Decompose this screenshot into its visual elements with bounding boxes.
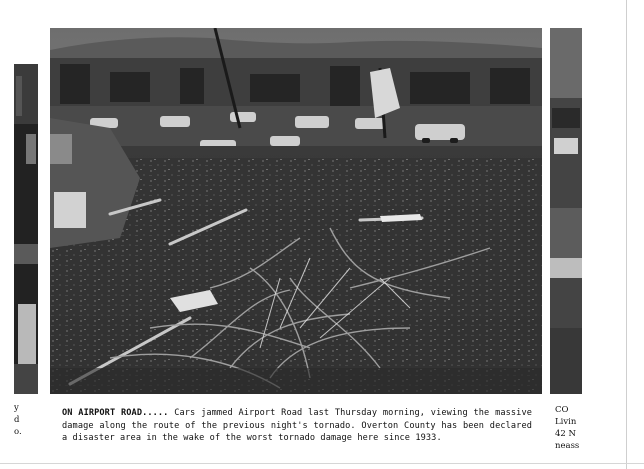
adjacent-photo-right [550,28,582,394]
caption-headline: ON AIRPORT ROAD..... [62,408,169,418]
caption-body: Cars jammed Airport Road last Thursday morning, viewing the massive damage along the route of the previous night's tornado. Overton County has been declared a disaster area in the wake of the worst tornado damage here since 1933. [62,408,532,443]
fragment-text: 42 N [555,429,576,439]
scan-edge-right [626,0,627,469]
adjacent-photo-left [14,64,38,394]
adjacent-column-text-left [14,402,28,438]
adjacent-column-text-right [555,404,595,452]
photo-caption [62,407,532,445]
fragment-text: y [14,403,19,413]
tornado-damage-photo [50,28,542,394]
fragment-text: neass [555,441,580,451]
fragment-text: d [14,415,20,425]
fragment-text: o. [14,427,22,437]
fragment-text: Livin [555,417,577,427]
fragment-text: CO [555,405,569,415]
scan-edge-bottom [0,463,644,464]
